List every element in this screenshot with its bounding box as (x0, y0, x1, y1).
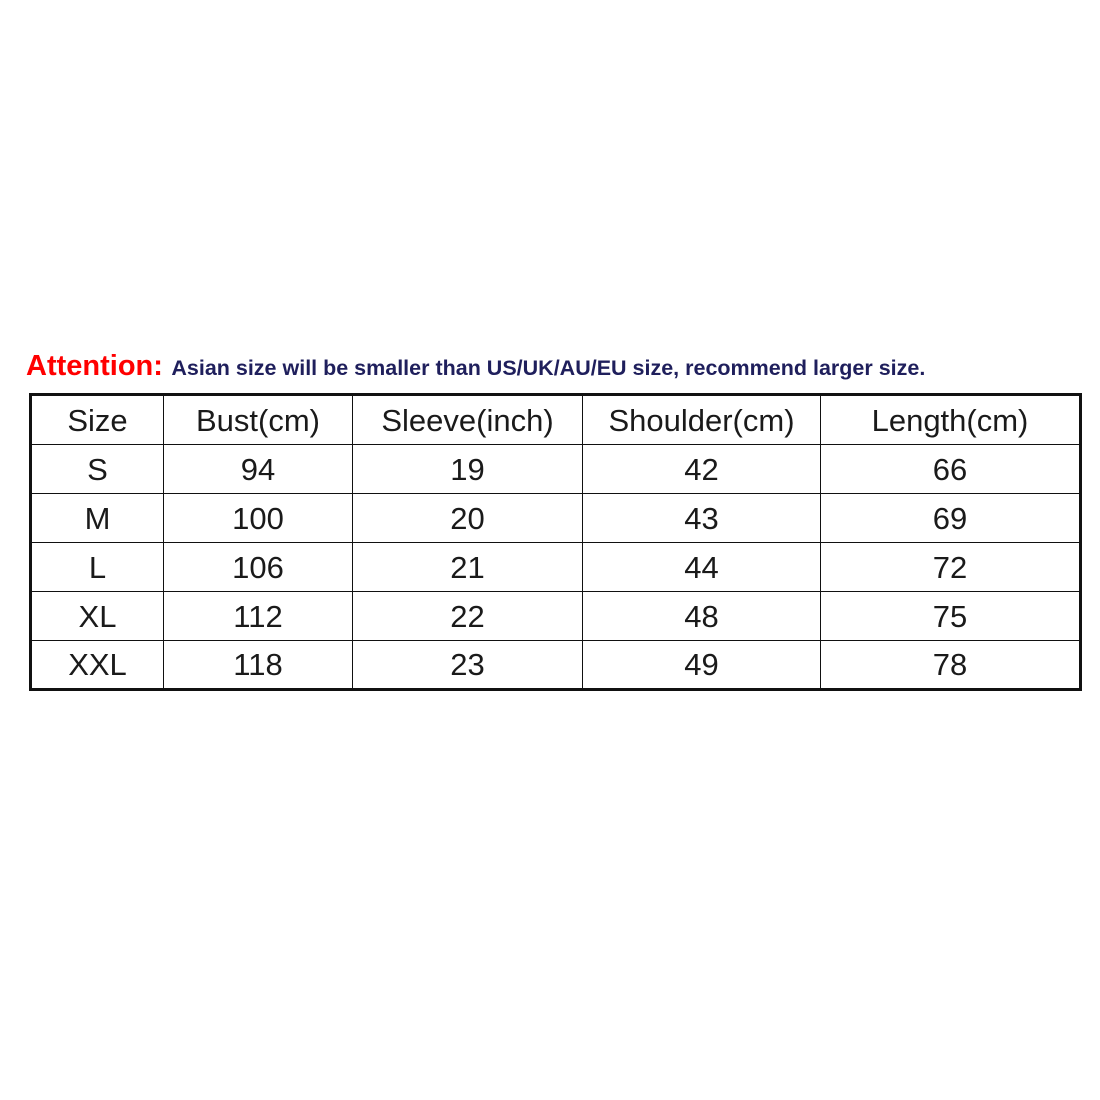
cell-size: XXL (31, 641, 164, 690)
table-row (31, 543, 1081, 592)
cell-sleeve: 21 (353, 543, 583, 592)
cell-shoulder: 43 (583, 494, 821, 543)
cell-sleeve: 22 (353, 592, 583, 641)
cell-sleeve: 23 (353, 641, 583, 690)
cell-bust: 118 (164, 641, 353, 690)
table-row (31, 641, 1081, 690)
cell-bust: 100 (164, 494, 353, 543)
cell-size: M (31, 494, 164, 543)
cell-shoulder: 44 (583, 543, 821, 592)
size-chart-table (29, 393, 1082, 691)
cell-length: 69 (821, 494, 1081, 543)
header-shoulder: Shoulder(cm) (583, 395, 821, 445)
cell-size: S (31, 445, 164, 494)
cell-shoulder: 49 (583, 641, 821, 690)
attention-label: Attention: (26, 350, 163, 382)
table-header-row (31, 395, 1081, 445)
cell-bust: 112 (164, 592, 353, 641)
cell-size: XL (31, 592, 164, 641)
header-sleeve: Sleeve(inch) (353, 395, 583, 445)
cell-length: 75 (821, 592, 1081, 641)
cell-shoulder: 42 (583, 445, 821, 494)
table-row (31, 445, 1081, 494)
attention-text: Asian size will be smaller than US/UK/AU/EU size, recommend larger size. (171, 356, 926, 380)
cell-length: 72 (821, 543, 1081, 592)
cell-bust: 106 (164, 543, 353, 592)
header-length: Length(cm) (821, 395, 1081, 445)
cell-length: 66 (821, 445, 1081, 494)
cell-length: 78 (821, 641, 1081, 690)
header-bust: Bust(cm) (164, 395, 353, 445)
cell-size: L (31, 543, 164, 592)
attention-notice (26, 350, 1086, 383)
cell-sleeve: 19 (353, 445, 583, 494)
table-row (31, 592, 1081, 641)
table-row (31, 494, 1081, 543)
header-size: Size (31, 395, 164, 445)
cell-bust: 94 (164, 445, 353, 494)
cell-shoulder: 48 (583, 592, 821, 641)
cell-sleeve: 20 (353, 494, 583, 543)
